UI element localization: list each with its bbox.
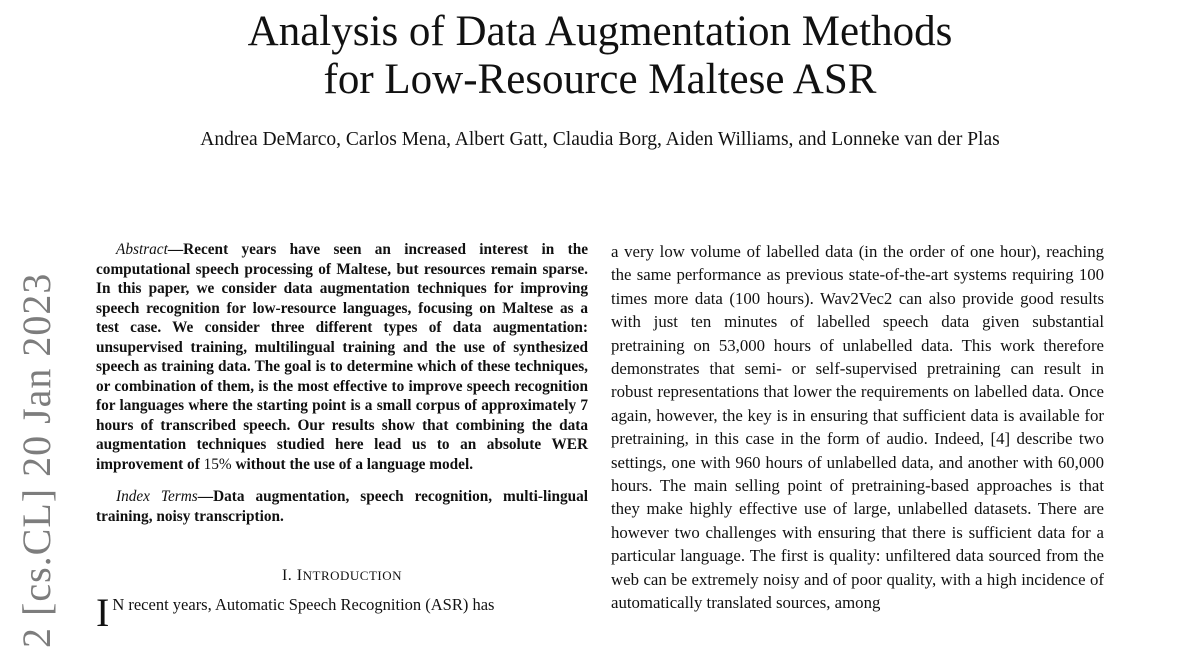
- abstract-paragraph: [96, 240, 588, 474]
- abstract-text-end: without the use of a language model.: [231, 455, 474, 473]
- index-terms-paragraph: [96, 487, 588, 526]
- introduction-heading: [96, 566, 588, 586]
- paper-title: [0, 8, 1200, 104]
- section-title-first: I: [296, 567, 303, 584]
- arxiv-identifier-stamp: 2 [cs.CL] 20 Jan 2023: [14, 272, 59, 648]
- index-terms-text: —Data augmentation, speech recognition, multi-lingual training, noisy transcription.: [96, 488, 589, 525]
- left-column: [96, 240, 589, 635]
- abstract-text: —Recent years have seen an increased interest in the computational speech processing of Maltese, but resources remain sparse. In this paper, we consider data augmentation techniques for improving speech recognition for low-resource languages, focusing on Maltese as a test case. We consider three different types of data augmentation: unsupervised training, multilingual training and the use of synthesized speech as training data. The goal is to determine which of these techniques, or combination of them, is the most effective to improve speech recognition for languages where the starting point is a small corpus of approximately 7 hours of transcribed speech. Our results show that combining the data augmentation techniques studied here lead us to an absolute WER improvement of: [96, 241, 588, 473]
- index-terms-label: Index Terms: [116, 488, 198, 505]
- right-column-paragraph: a very low volume of labelled data (in the order of one hour), reaching the same performance as previous state-of-the-art systems requiring 100 times more data (100 hours). Wav2Vec2 can also provide good results with just ten minutes of labelled speech data given substantial pretraining on 53,000 hours of unlabelled data. This work therefore demonstrates that semi- or self-supervised pretraining can result in robust representations that lower the requirements on labelled data. Once again, however, the key is in ensuring that sufficient data is available for pretraining, in this case in the form of audio. Indeed, [4] describe two settings, one with 960 hours of unlabelled data, and another with 60,000 hours. The main selling point of pretraining-based approaches is that they make highly effective use of large, unlabelled datasets. There are however two challenges with ensuring that there is sufficient data for a particular language. The first is quality: unfiltered data sourced from the web can be extremely noisy and of poor quality, with a high incidence of automatically translated sources, among: [611, 242, 1104, 613]
- abstract-label: Abstract: [116, 241, 168, 258]
- abstract-percent: 15%: [203, 455, 232, 473]
- introduction-paragraph: [96, 590, 588, 635]
- right-column: [611, 240, 1104, 615]
- title-line-1: Analysis of Data Augmentation Methods: [247, 8, 953, 55]
- drop-cap: I: [96, 590, 110, 635]
- title-line-2: for Low-Resource Maltese ASR: [323, 56, 877, 103]
- introduction-text: N recent years, Automatic Speech Recognition (ASR) has: [112, 595, 495, 614]
- author-list: Andrea DeMarco, Carlos Mena, Albert Gatt, Claudia Borg, Aiden Williams, and Lonneke van der Plas: [200, 129, 1000, 150]
- section-title-rest: NTRODUCTION: [302, 568, 403, 583]
- section-number: I.: [281, 567, 293, 584]
